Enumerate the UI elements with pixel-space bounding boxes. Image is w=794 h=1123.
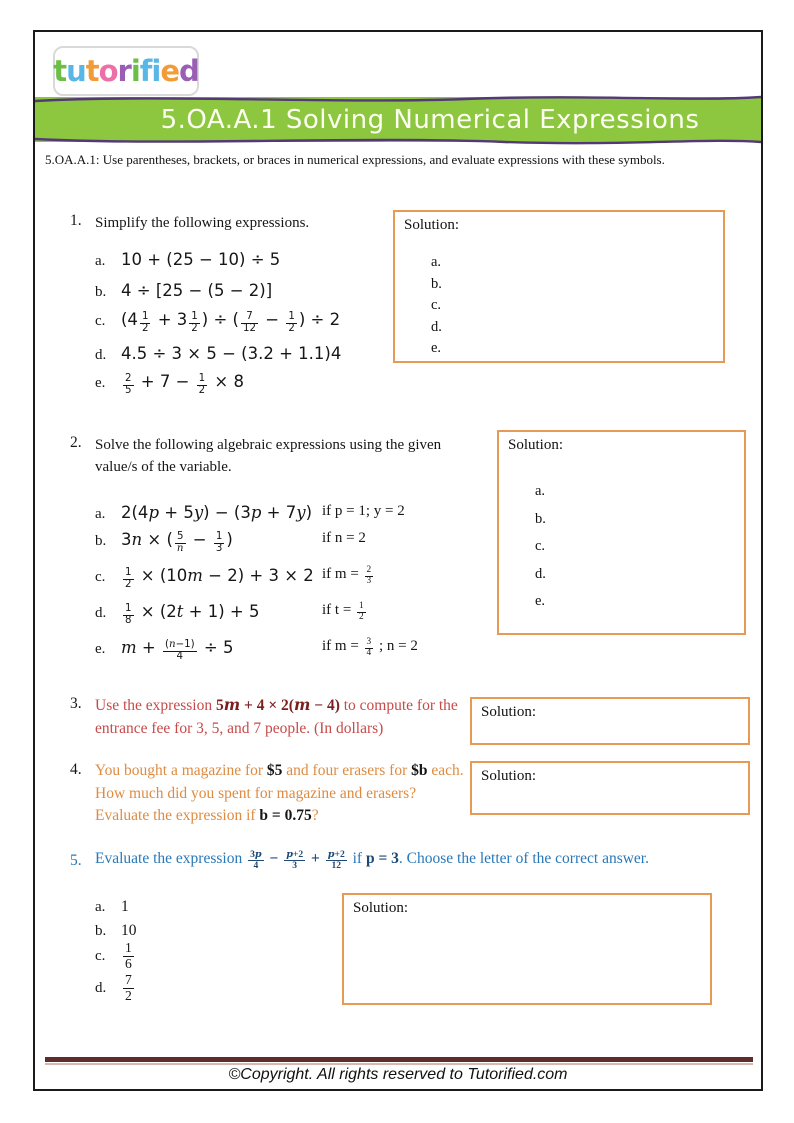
q3-text: Use the expression 5m + 4 × 2(m − 4) to compute for the entrance fee for 3, 5, and 7 people. (In dollars) bbox=[95, 695, 458, 737]
item-label: b. bbox=[95, 533, 107, 549]
solution-item: d. bbox=[431, 318, 442, 335]
choice-label: a. bbox=[95, 899, 106, 915]
q4-number: 4. bbox=[70, 761, 82, 778]
logo-letter: i bbox=[151, 53, 161, 88]
solution-item: b. bbox=[535, 510, 546, 527]
condition: if n = 2 bbox=[322, 530, 366, 546]
solution-item-list bbox=[431, 252, 442, 360]
item-label: d. bbox=[95, 347, 107, 363]
logo-letter: e bbox=[160, 53, 180, 88]
q5-choice-c bbox=[95, 940, 136, 971]
expression: $\frac{1}{8}$ × (2t + 1) + 5 bbox=[125, 602, 260, 626]
solution-label: Solution: bbox=[508, 437, 564, 453]
logo-letter: t bbox=[53, 53, 67, 88]
q5-text: Evaluate the expression $\frac{3p}{4}$ − $\frac{p+2}{3}$ + $\frac{p+2}{12}$ if p = 3. Choose the letter of the correct answer. bbox=[95, 849, 649, 872]
solution-item: e. bbox=[535, 593, 546, 609]
solution-item: b. bbox=[431, 275, 442, 292]
solution-box-q5 bbox=[342, 893, 712, 1005]
q1-prompt: Simplify the following expressions. bbox=[95, 215, 310, 231]
solution-box-q4 bbox=[470, 761, 750, 815]
q5-choice-b bbox=[95, 922, 137, 940]
solution-label: Solution: bbox=[353, 900, 409, 916]
expression: 4 ÷ [25 − (5 − 2)] bbox=[121, 281, 273, 300]
choice-label: b. bbox=[95, 923, 107, 939]
tutorified-logo bbox=[53, 46, 199, 96]
solution-item: e. bbox=[431, 340, 442, 356]
q1-item-e bbox=[95, 372, 244, 396]
expression: m + $\frac{(n-1)}{4}$ ÷ 5 bbox=[121, 638, 234, 662]
q4-text: You bought a magazine for $5 and four erasers for $b each. How much did you spent for magazine and erasers? Evaluate the expression if b = 0.75? bbox=[95, 762, 464, 824]
condition: if m = $\frac{2}{3}$ bbox=[322, 565, 372, 587]
q3-number: 3. bbox=[70, 695, 82, 712]
choice-value: 10 bbox=[121, 922, 137, 939]
logo-letter: d bbox=[179, 53, 199, 88]
solution-label: Solution: bbox=[481, 768, 537, 784]
solution-box-q1 bbox=[393, 210, 725, 363]
logo-letter: f bbox=[139, 53, 152, 88]
title-banner bbox=[35, 92, 761, 147]
expression: $\frac{2}{5}$ + 7 − $\frac{1}{2}$ × 8 bbox=[125, 372, 244, 396]
logo-letter: t bbox=[85, 53, 99, 88]
solution-box-q3 bbox=[470, 697, 750, 745]
item-label: c. bbox=[95, 313, 106, 329]
condition: if t = $\frac{1}{2}$ bbox=[322, 601, 364, 623]
logo-letter: u bbox=[66, 53, 86, 88]
q2-item-c bbox=[95, 565, 372, 590]
expression: (4 $\frac{1}{2}$ + 3 $\frac{1}{2}$ ) ÷ ( $\frac{7}{12}$ − $\frac{1}{2}$ ) ÷ 2 bbox=[121, 310, 341, 334]
item-label: c. bbox=[95, 569, 106, 585]
item-label: a. bbox=[95, 253, 106, 269]
q5-choice-d bbox=[95, 972, 136, 1003]
solution-item: c. bbox=[431, 297, 442, 313]
item-label: e. bbox=[95, 641, 106, 657]
choice-label: c. bbox=[95, 948, 106, 964]
choice-value: 1 bbox=[121, 898, 129, 915]
q1-number: 1. bbox=[70, 212, 82, 229]
choice-value: $\frac{7}{2}$ bbox=[125, 972, 132, 1003]
solution-item: d. bbox=[535, 565, 546, 582]
expression: 2(4p + 5y) − (3p + 7y) bbox=[121, 503, 312, 522]
q1-item-b bbox=[95, 281, 272, 301]
solution-item: a. bbox=[431, 254, 442, 270]
solution-box-q2 bbox=[497, 430, 746, 635]
expression: 10 + (25 − 10) ÷ 5 bbox=[121, 250, 281, 269]
solution-item-list bbox=[535, 478, 546, 616]
logo-letter: o bbox=[98, 53, 118, 88]
standard-description: 5.OA.A.1: Use parentheses, brackets, or braces in numerical expressions, and evaluate expressions with these symbols. bbox=[45, 152, 665, 167]
q5-choice-a bbox=[95, 898, 129, 916]
choice-value: $\frac{1}{6}$ bbox=[125, 940, 132, 971]
q2-item-e bbox=[95, 637, 418, 662]
q2-item-d bbox=[95, 601, 364, 626]
expression: 4.5 ÷ 3 × 5 − (3.2 + 1.1)4 bbox=[121, 344, 342, 363]
logo-letter: r bbox=[117, 53, 131, 88]
expression: 3n × ( $\frac{5}{n}$ − $\frac{1}{3}$ ) bbox=[121, 530, 233, 554]
q2-number: 2. bbox=[70, 434, 82, 451]
item-label: b. bbox=[95, 284, 107, 300]
solution-item: a. bbox=[535, 483, 546, 499]
choice-label: d. bbox=[95, 980, 107, 996]
item-label: e. bbox=[95, 375, 106, 391]
item-label: d. bbox=[95, 605, 107, 621]
footer-divider-shadow bbox=[45, 1063, 753, 1065]
footer-divider bbox=[45, 1057, 753, 1062]
expression: $\frac{1}{2}$ × (10m − 2) + 3 × 2 bbox=[125, 566, 314, 590]
q2-prompt: Solve the following algebraic expressions using the given value/s of the variable. bbox=[95, 437, 442, 475]
q2-item-a bbox=[95, 503, 405, 523]
page-frame bbox=[33, 30, 763, 1091]
condition: if m = $\frac{3}{4}$ ; n = 2 bbox=[322, 637, 418, 659]
condition: if p = 1; y = 2 bbox=[322, 503, 405, 519]
q2-item-b bbox=[95, 530, 366, 554]
q1-item-d bbox=[95, 344, 341, 364]
page-title: 5.OA.A.1 Solving Numerical Expressions bbox=[160, 104, 700, 135]
q5-number: 5. bbox=[70, 852, 82, 869]
q1-item-c bbox=[95, 310, 340, 334]
logo-letter: i bbox=[130, 53, 140, 88]
solution-item: c. bbox=[535, 538, 546, 554]
copyright-text: ©Copyright. All rights reserved to Tutorified.com bbox=[228, 1066, 568, 1083]
item-label: a. bbox=[95, 506, 106, 522]
solution-label: Solution: bbox=[481, 704, 537, 720]
q1-item-a bbox=[95, 250, 280, 270]
solution-label: Solution: bbox=[404, 217, 460, 233]
